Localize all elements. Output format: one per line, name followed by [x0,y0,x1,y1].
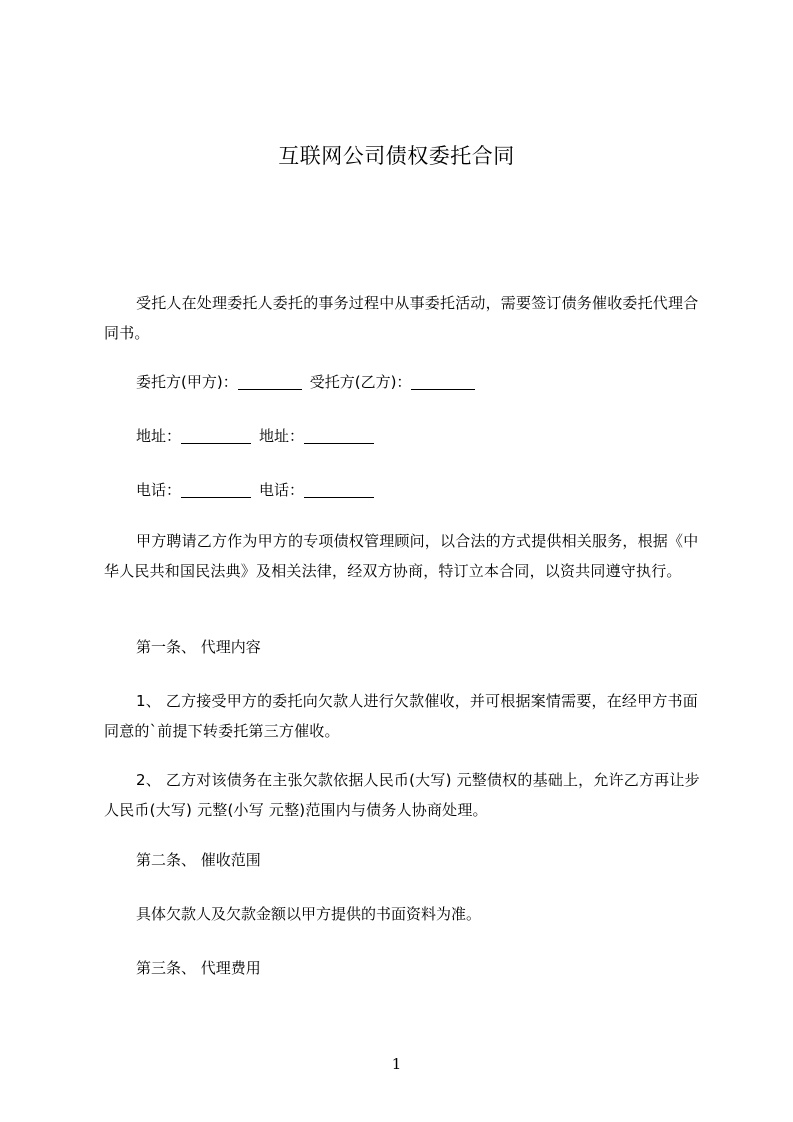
page-number: 1 [391,1055,402,1073]
article1-item2: 2、 乙方对该债务在主张欠款依据人民币(大写) 元整债权的基础上，允许乙方再让步人民币(大写) 元整(小写 元整)范围内与债务人协商处理。 [104,771,700,819]
address-a-label: 地址： [136,427,182,445]
phone-a-blank [181,481,251,498]
article2-body: 具体欠款人及欠款金额以甲方提供的书面资料为准。 [136,905,482,923]
article1-item1: 1、 乙方接受甲方的委托向欠款人进行欠款催收，并可根据案情需要，在经甲方书面同意的`前提下转委托第三方催收。 [104,692,698,740]
article2-heading: 第二条、 催收范围 [136,851,261,869]
phone-b-blank [304,481,374,498]
party-b-blank [411,373,475,390]
phone-a-label: 电话： [136,481,182,499]
document-title: 互联网公司债权委托合同 [278,144,515,168]
phone-line [136,475,374,505]
address-line [136,421,374,451]
party-b-label: 受托方(乙方)： [309,373,412,391]
address-b-label: 地址： [259,427,305,445]
party-a-blank [238,373,302,390]
address-a-blank [181,427,251,444]
article1-heading: 第一条、 代理内容 [136,638,261,656]
phone-b-label: 电话： [259,481,305,499]
party-line [136,367,475,397]
party-a-label: 委托方(甲方)： [136,373,238,391]
article3-heading: 第三条、 代理费用 [136,959,261,977]
preamble-paragraph: 甲方聘请乙方作为甲方的专项债权管理顾问，以合法的方式提供相关服务，根据《中华人民共和国民法典》及相关法律，经双方协商，特订立本合同，以资共同遵守执行。 [104,532,699,580]
address-b-blank [304,427,374,444]
intro-paragraph: 受托人在处理委托人委托的事务过程中从事委托活动，需要签订债务催收委托代理合同书。 [104,294,699,342]
